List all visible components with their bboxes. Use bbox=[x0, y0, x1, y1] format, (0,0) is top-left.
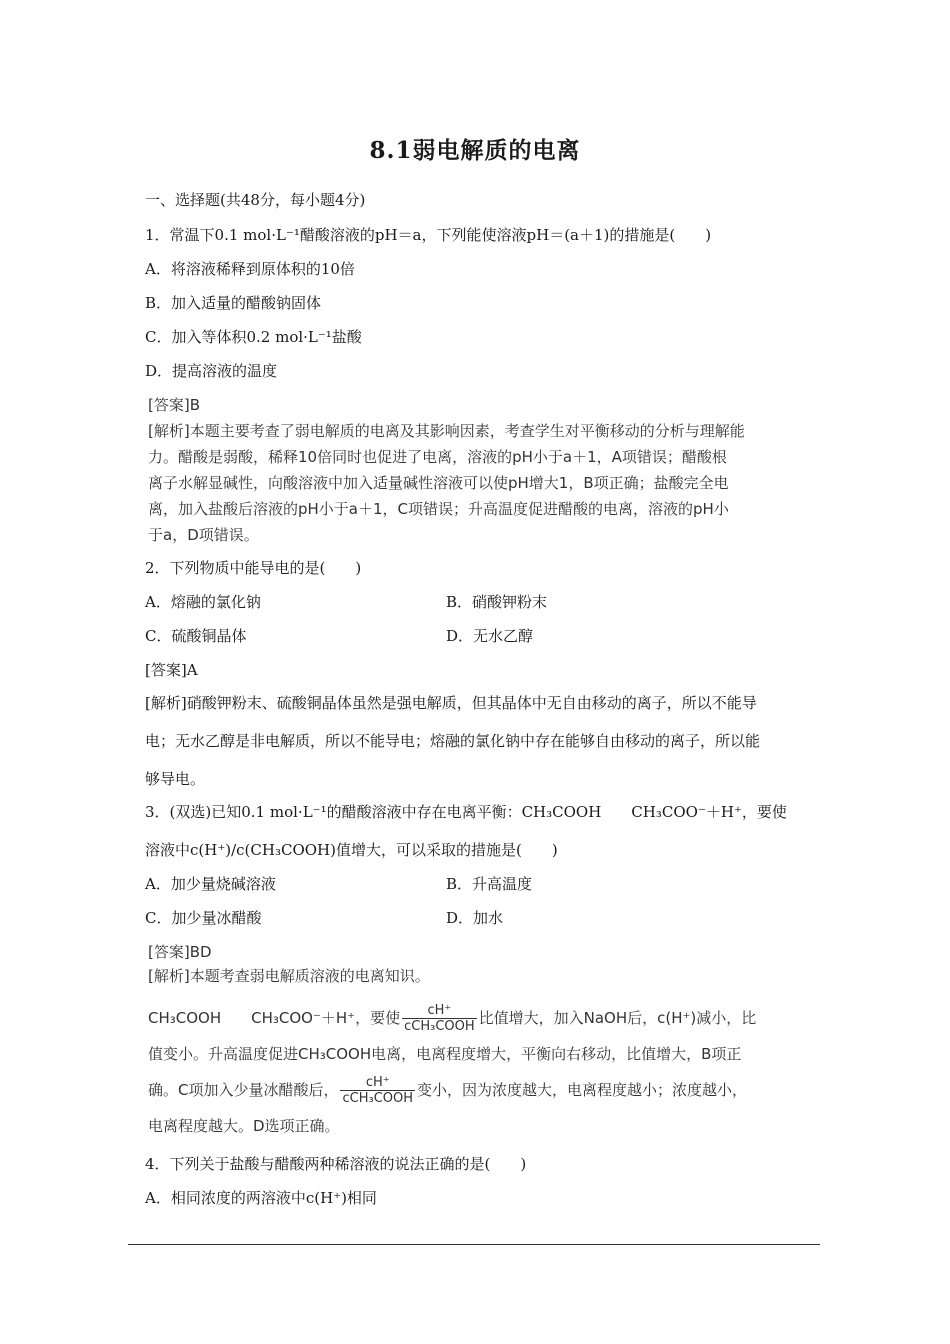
q3-analysis-text: 确。C项加入少量冰醋酸后， bbox=[148, 1081, 339, 1099]
q2-analysis bbox=[145, 684, 815, 798]
page-title: 8.1弱电解质的电离 bbox=[369, 137, 581, 164]
q2-analysis-line: 够导电。 bbox=[145, 770, 206, 788]
q1-answer: [答案]B bbox=[148, 396, 200, 414]
q1-option-d: D．提高溶液的温度 bbox=[145, 362, 278, 380]
fraction-numerator: cH⁺ bbox=[340, 1075, 415, 1091]
q2-stem: 2．下列物质中能导电的是( ) bbox=[145, 559, 362, 577]
q3-analysis-text: 变小，因为浓度越大，电离程度越小；浓度越小， bbox=[417, 1081, 748, 1099]
q3-stem: 3．(双选)已知0.1 mol·L⁻¹的醋酸溶液中存在电离平衡：CH₃COOH CH₃COO⁻＋H⁺，要使 bbox=[145, 803, 787, 821]
q2-option-b: B．硝酸钾粉末 bbox=[446, 593, 548, 611]
q1-analysis-line: [解析]本题主要考查了弱电解质的电离及其影响因素，考查学生对平衡移动的分析与理解能 bbox=[148, 422, 745, 440]
q2-option-a: A．熔融的氯化钠 bbox=[145, 593, 261, 611]
q1-analysis-line: 力。醋酸是弱酸，稀释10倍同时也促进了电离，溶液的pH小于a＋1，A项错误；醋酸根 bbox=[148, 448, 727, 466]
q3-analysis-head: [解析]本题考查弱电解质溶液的电离知识。 bbox=[148, 967, 430, 985]
q2-analysis-line: 电；无水乙醇是非电解质，所以不能导电；熔融的氯化钠中存在能够自由移动的离子，所以能 bbox=[145, 732, 761, 750]
q1-option-c: C．加入等体积0.2 mol·L⁻¹盐酸 bbox=[145, 328, 362, 346]
q3-analysis-text: 比值增大，加入NaOH后，c(H⁺)减小，比 bbox=[478, 1009, 757, 1027]
q3-analysis-line-2: 值变小。升高温度促进CH₃COOH电离，电离程度增大，平衡向右移动，比值增大，B项正 bbox=[148, 1045, 742, 1063]
q2-answer: [答案]A bbox=[145, 661, 198, 679]
q3-answer: [答案]BD bbox=[148, 943, 212, 961]
fraction-numerator: cH⁺ bbox=[402, 1003, 477, 1019]
q1-answer-block bbox=[148, 392, 812, 548]
q3-analysis-block bbox=[148, 1000, 812, 1144]
fraction-denominator: cCH₃COOH bbox=[342, 1091, 414, 1106]
q1-option-b: B．加入适量的醋酸钠固体 bbox=[145, 294, 322, 312]
q3-option-c: C．加少量冰醋酸 bbox=[145, 909, 262, 927]
q1-option-a: A．将溶液稀释到原体积的10倍 bbox=[145, 260, 355, 278]
ratio-fraction bbox=[340, 1075, 415, 1106]
q3-analysis-text: CH₃COOH CH₃COO⁻＋H⁺，要使 bbox=[148, 1009, 401, 1027]
q2-analysis-line: [解析]硝酸钾粉末、硫酸铜晶体虽然是强电解质，但其晶体中无自由移动的离子，所以不能导 bbox=[145, 694, 757, 712]
q3-analysis-line-3 bbox=[148, 1072, 812, 1108]
q2-option-c: C．硫酸铜晶体 bbox=[145, 627, 247, 645]
q1-analysis-line: 离子水解显碱性，向酸溶液中加入适量碱性溶液可以使pH增大1，B项正确；盐酸完全电 bbox=[148, 474, 729, 492]
q1-analysis-line: 离，加入盐酸后溶液的pH小于a＋1，C项错误；升高温度促进醋酸的电离，溶液的pH小 bbox=[148, 500, 729, 518]
q3-stem-cont: 溶液中c(H⁺)/c(CH₃COOH)值增大，可以采取的措施是( ) bbox=[145, 841, 558, 859]
q3-option-a: A．加少量烧碱溶液 bbox=[145, 875, 276, 893]
q1-stem: 1．常温下0.1 mol·L⁻¹醋酸溶液的pH＝a，下列能使溶液pH＝(a＋1)的措施是( ) bbox=[145, 226, 712, 244]
fraction-denominator: cCH₃COOH bbox=[404, 1019, 475, 1034]
q3-analysis-line-1 bbox=[148, 1000, 812, 1036]
q4-stem: 4．下列关于盐酸与醋酸两种稀溶液的说法正确的是( ) bbox=[145, 1155, 527, 1173]
q1-analysis-line: 于a，D项错误。 bbox=[148, 526, 259, 544]
q2-option-d: D．无水乙醇 bbox=[446, 627, 534, 645]
footer-divider bbox=[128, 1244, 820, 1245]
section-heading: 一、选择题(共48分，每小题4分) bbox=[145, 191, 366, 209]
q3-analysis-line-4: 电离程度越大。D选项正确。 bbox=[148, 1117, 340, 1135]
q3-option-d: D．加水 bbox=[446, 909, 504, 927]
q4-option-a: A．相同浓度的两溶液中c(H⁺)相同 bbox=[145, 1189, 377, 1207]
ratio-fraction bbox=[402, 1003, 477, 1034]
q3-option-b: B．升高温度 bbox=[446, 875, 533, 893]
q3-answer-block bbox=[148, 940, 812, 988]
